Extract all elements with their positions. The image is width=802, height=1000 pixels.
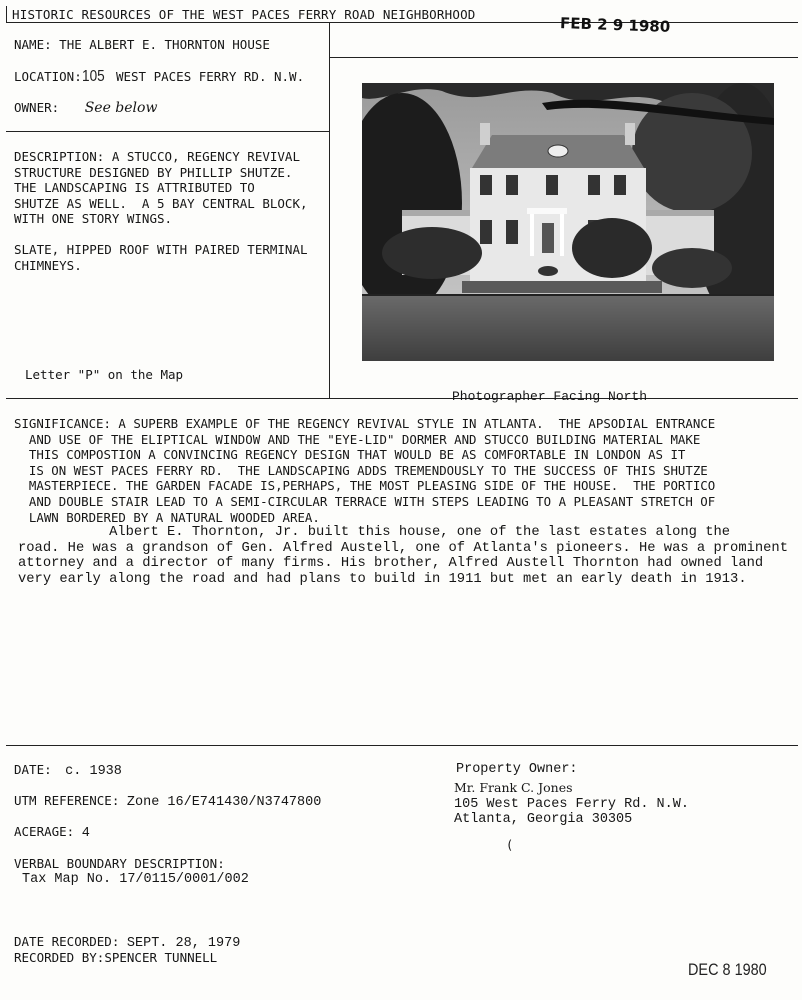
owner-handwritten-value: See below <box>84 100 158 116</box>
description-line: STRUCTURE DESIGNED BY PHILLIP SHUTZE. <box>14 164 293 180</box>
header-left-edge <box>6 6 7 22</box>
history-narrative <box>18 525 788 587</box>
narrative-line: attorney and a director of many firms. His brother, Alfred Austell Thornton had owned land <box>18 556 764 572</box>
acreage-row <box>14 824 90 841</box>
significance-line: MASTERPIECE. THE GARDEN FACADE IS,PERHAPS, THE MOST PLEASING SIDE OF THE HOUSE. THE PORTICO <box>14 478 716 494</box>
significance-bottom-rule <box>6 745 798 746</box>
location-row <box>14 68 304 86</box>
photo-top-rule <box>330 57 798 58</box>
date-label: DATE: <box>14 762 52 777</box>
received-date-stamp: FEB 2 9 1980 <box>559 14 671 36</box>
name-value: THE ALBERT E. THORNTON HOUSE <box>59 37 270 52</box>
description-bottom-rule <box>6 398 798 399</box>
utm-label: UTM REFERENCE: <box>14 793 120 808</box>
owner-label: OWNER: <box>14 100 60 115</box>
name-label: NAME: <box>14 37 52 52</box>
owner-line: 105 West Paces Ferry Rd. N.W. <box>454 797 689 812</box>
significance-line: THIS COMPOSTION A CONVINCING REGENCY DESIGN THAT WOULD BE AS COMFORTABLE IN LONDON AS IT <box>14 447 686 463</box>
property-owner-address <box>454 780 689 827</box>
acreage-label: ACERAGE: <box>14 824 75 839</box>
significance-text <box>14 416 715 525</box>
description-text <box>14 149 308 273</box>
boundary-value: Tax Map No. 17/0115/0001/002 <box>22 872 249 887</box>
recorded-by-label: RECORDED BY: <box>14 950 105 965</box>
stray-mark: ( <box>506 838 514 852</box>
significance-line: AND USE OF THE ELIPTICAL WINDOW AND THE "EYE-LID" DORMER AND STUCCO BUILDING MATERIAL MAKE <box>14 431 701 447</box>
description-line: CHIMNEYS. <box>14 257 82 273</box>
house-photograph <box>362 83 774 361</box>
header-rule <box>6 22 798 23</box>
significance-line: LAWN BORDERED BY A NATURAL WOODED AREA. <box>14 509 320 525</box>
narrative-line: road. He was a grandson of Gen. Alfred Austell, one of Atlanta's pioneers. He was a prominent <box>18 540 788 556</box>
recorded-by-row <box>14 950 217 965</box>
description-line: SHUTZE AS WELL. A 5 BAY CENTRAL BLOCK, <box>14 195 308 211</box>
recorded-date-label: DATE RECORDED: <box>14 934 120 949</box>
location-label: LOCATION: <box>14 69 82 84</box>
description-line: SLATE, HIPPED ROOF WITH PAIRED TERMINAL <box>14 242 308 257</box>
property-owner-label: Property Owner: <box>456 762 578 777</box>
photo-caption: Photographer Facing North <box>452 389 648 404</box>
narrative-line: very early along the road and had plans to build in 1911 but met an early death in 1913. <box>18 571 747 587</box>
owner-line: Atlanta, Georgia 30305 <box>454 812 633 827</box>
significance-line: IS ON WEST PACES FERRY RD. THE LANDSCAPING ADDS TREMENDOUSLY TO THE SUCCESS OF THIS SHUTZE <box>14 462 708 478</box>
name-row <box>14 37 270 52</box>
description-line: THE LANDSCAPING IS ATTRIBUTED TO <box>14 180 255 195</box>
significance-line: AND DOUBLE STAIR LEAD TO A SEMI-CIRCULAR TERRACE WITH STEPS LEADING TO A PLEASANT STRETCH OF <box>14 493 716 509</box>
date-value: c. 1938 <box>65 764 122 779</box>
boundary-label: VERBAL BOUNDARY DESCRIPTION: <box>14 856 225 871</box>
recorded-by-value: SPENCER TUNNELL <box>104 950 218 965</box>
recorded-date-value: SEPT. 28, 1979 <box>126 936 241 951</box>
description-line: DESCRIPTION: A STUCCO, REGENCY REVIVAL <box>14 149 300 164</box>
date-row <box>14 762 122 779</box>
acreage-value: 4 <box>81 826 90 841</box>
narrative-line: Albert E. Thornton, Jr. built this house, one of the last estates along the <box>18 525 731 540</box>
utm-row <box>14 793 321 810</box>
owner-line: Mr. Frank C. Jones <box>454 780 573 795</box>
significance-line: SIGNIFICANCE: A SUPERB EXAMPLE OF THE REGENCY REVIVAL STYLE IN ATLANTA. THE APSODIAL ENTRANCE <box>14 416 716 431</box>
column-divider <box>329 22 330 398</box>
location-number: 105 <box>81 68 105 85</box>
utm-value: Zone 16/E741430/N3747800 <box>126 795 322 810</box>
description-line: WITH ONE STORY WINGS. <box>14 211 173 226</box>
map-note: Letter "P" on the Map <box>25 367 184 382</box>
form-title: HISTORIC RESOURCES OF THE WEST PACES FERRY ROAD NEIGHBORHOOD <box>12 7 476 22</box>
owner-row <box>14 100 157 116</box>
location-street: WEST PACES FERRY RD. N.W. <box>115 69 305 84</box>
dec-date-stamp: DEC 8 1980 <box>688 960 767 979</box>
name-block-rule <box>6 131 329 132</box>
recorded-date-row <box>14 934 240 951</box>
